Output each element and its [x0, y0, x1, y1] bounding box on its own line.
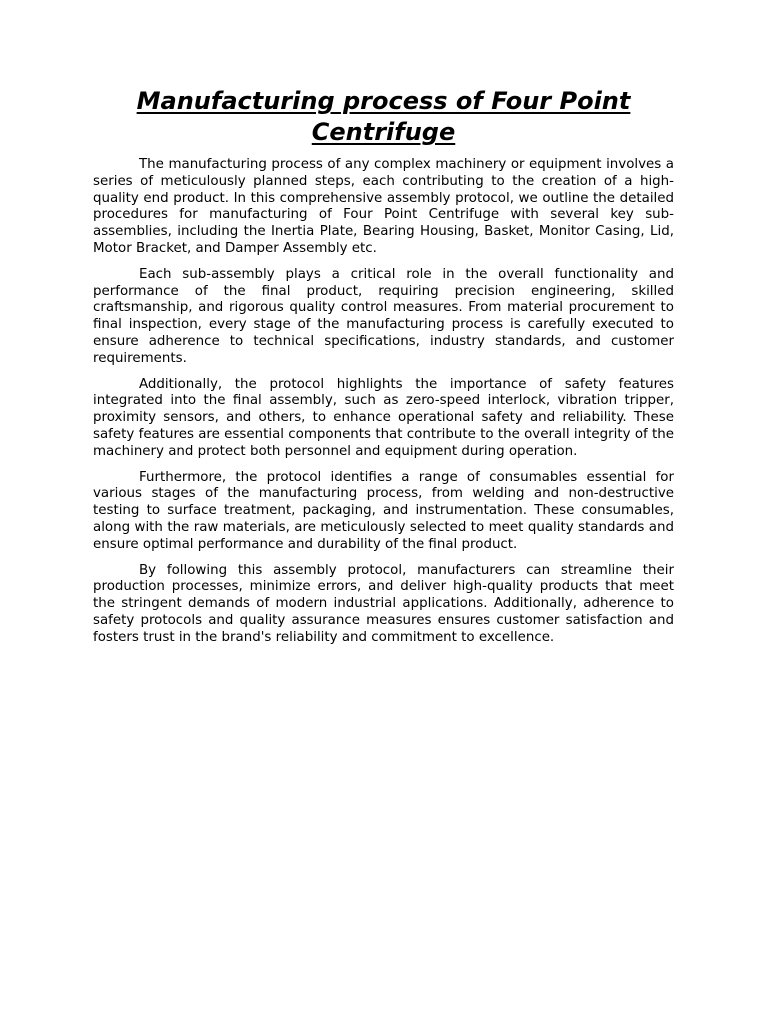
- document-body: [93, 157, 674, 647]
- paragraph-1: The manufacturing process of any complex machinery or equipment involves a series of meticulously planned steps, each contributing to the creation of a high-quality end product. In this comprehensive assembly protocol, we outline the detailed procedures for manufacturing of Four Point Centrifuge with several key sub-assemblies, including the Inertia Plate, Bearing Housing, Basket, Monitor Casing, Lid, Motor Bracket, and Damper Assembly etc.: [93, 157, 674, 256]
- document-page: [93, 86, 674, 656]
- paragraph-4: Furthermore, the protocol identifies a range of consumables essential for various stages of the manufacturing process, from welding and non-destructive testing to surface treatment, packaging, and instrumentation. These consumables, along with the raw materials, are meticulously selected to meet quality standards and ensure optimal performance and durability of the final product.: [93, 469, 674, 552]
- paragraph-5: By following this assembly protocol, manufacturers can streamline their production processes, minimize errors, and deliver high-quality products that meet the stringent demands of modern industrial applications. Additionally, adherence to safety protocols and quality assurance measures ensures customer satisfaction and fosters trust in the brand's reliability and commitment to excellence.: [93, 562, 674, 645]
- document-title: Manufacturing process of Four Point Centrifuge: [136, 87, 631, 146]
- paragraph-3: Additionally, the protocol highlights the importance of safety features integrated into the final assembly, such as zero-speed interlock, vibration tripper, proximity sensors, and others, to enhance operational safety and reliability. These safety features are essential components that contribute to the overall integrity of the machinery and protect both personnel and equipment during operation.: [93, 376, 674, 459]
- paragraph-2: Each sub-assembly plays a critical role in the overall functionality and performance of the final product, requiring precision engineering, skilled craftsmanship, and rigorous quality control measures. From material procurement to final inspection, every stage of the manufacturing process is carefully executed to ensure adherence to technical specifications, industry standards, and customer requirements.: [93, 266, 674, 366]
